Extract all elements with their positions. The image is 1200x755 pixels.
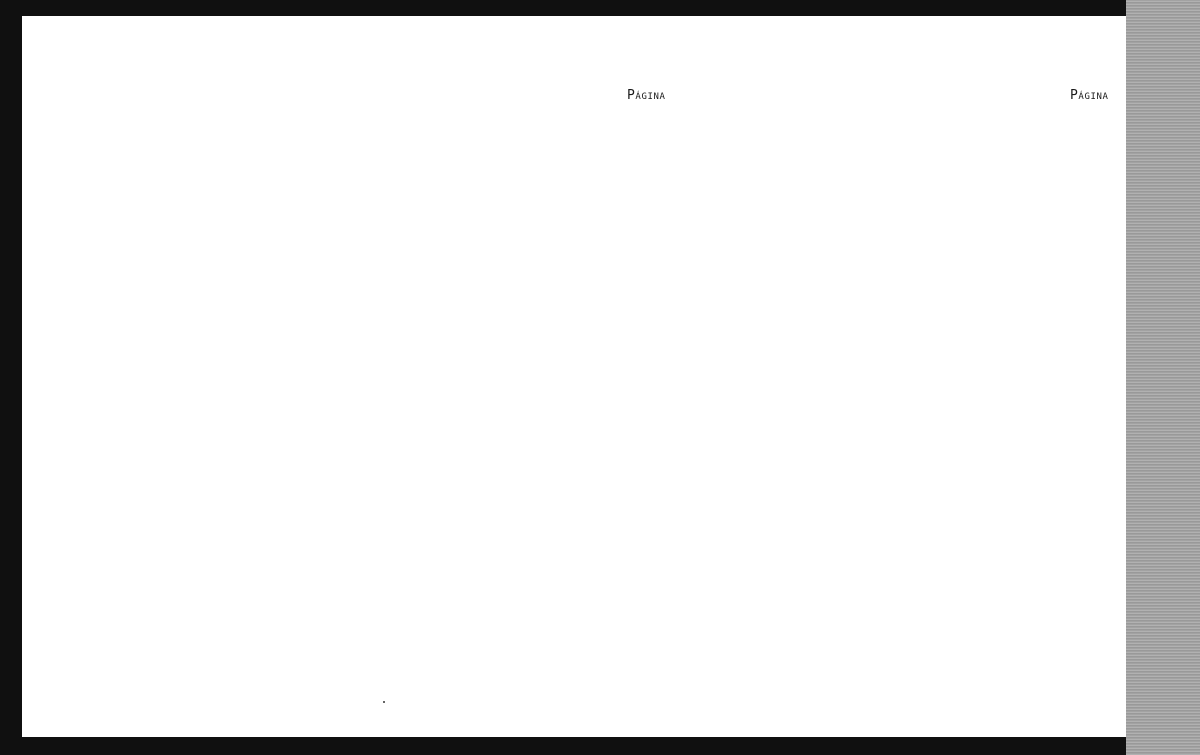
scan-border-left [0, 0, 22, 755]
document-page [22, 16, 1126, 737]
scan-border-right [1126, 0, 1200, 755]
scan-border-top [0, 0, 1200, 16]
left-page-header: Página [627, 88, 666, 103]
speck [383, 701, 385, 703]
scan-border-bottom [0, 737, 1200, 755]
right-page-header: Página [1070, 88, 1109, 103]
